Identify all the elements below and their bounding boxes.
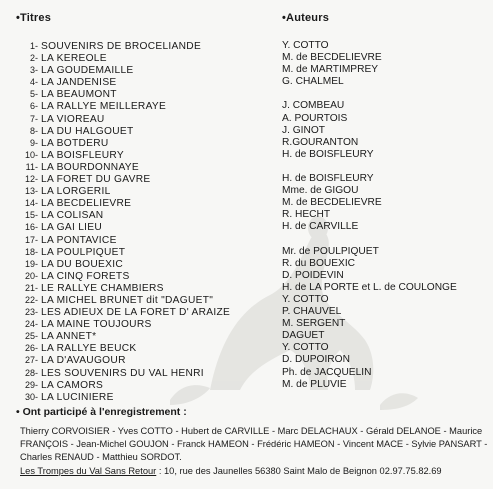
track-number: 16- xyxy=(24,222,38,233)
author-row: Y. COTTO xyxy=(282,40,329,51)
track-title: LA BOURDONNAYE xyxy=(41,161,139,173)
title-row xyxy=(14,173,274,185)
title-row xyxy=(14,100,274,112)
author-row: M. de MARTIMPREY xyxy=(282,64,379,76)
track-title: LA KEREOLE xyxy=(41,53,107,65)
title-row xyxy=(14,52,274,64)
title-row xyxy=(14,125,274,137)
track-number: 13- xyxy=(24,186,38,197)
track-title: SOUVENIRS DE BROCELIANDE xyxy=(41,41,202,52)
title-row xyxy=(14,318,274,330)
author-row: P. CHAUVEL xyxy=(282,306,342,318)
title-row xyxy=(14,379,274,391)
track-title: LA D'AVAUGOUR xyxy=(41,355,126,367)
track-title: LA BOISFLEURY xyxy=(41,149,124,161)
title-row xyxy=(14,258,274,270)
author-row: H. de BOISFLEURY xyxy=(282,148,374,160)
title-row xyxy=(14,161,274,173)
author-row: R. HECHT xyxy=(282,209,331,221)
track-title: LE RALLYE CHAMBIERS xyxy=(41,282,164,294)
title-row xyxy=(14,282,274,294)
track-title: LA BECDELIEVRE xyxy=(41,198,132,210)
track-number: 15- xyxy=(24,210,38,221)
title-row xyxy=(14,306,274,318)
track-number: 5- xyxy=(29,89,38,100)
track-number: 2- xyxy=(29,53,38,64)
track-number: 28- xyxy=(24,367,38,378)
organization-address: : 10, rue des Jaunelles 56380 Saint Malo de Beignon 02.97.75.82.69 xyxy=(156,466,442,476)
author-row: M. de BECDELIEVRE xyxy=(282,197,382,209)
track-number: 27- xyxy=(24,355,38,366)
author-spacer xyxy=(282,234,487,246)
track-number: 7- xyxy=(29,113,38,124)
track-title: LA COLISAN xyxy=(41,210,104,222)
author-row: DAGUET xyxy=(282,330,325,342)
track-number: 24- xyxy=(24,319,38,330)
contact-footer xyxy=(20,466,442,476)
author-spacer xyxy=(282,161,487,173)
track-title: LA BOTDERU xyxy=(41,137,109,149)
track-title: LA BEAUMONT xyxy=(41,89,117,101)
track-number: 1- xyxy=(29,41,38,51)
author-row: A. POURTOIS xyxy=(282,112,348,124)
author-spacer xyxy=(282,88,487,100)
track-number: 26- xyxy=(24,343,38,354)
title-row xyxy=(14,137,274,149)
author-row: M. de BECDELIEVRE xyxy=(282,52,382,64)
title-row xyxy=(14,88,274,100)
author-row: J. COMBEAU xyxy=(282,100,345,112)
track-title: LES ADIEUX DE LA FORET D' ARAIZE xyxy=(41,307,231,319)
track-number: 25- xyxy=(24,331,38,342)
author-row: G. CHALMEL xyxy=(282,76,344,88)
track-number: 22- xyxy=(24,294,38,305)
track-title: LA CINQ FORETS xyxy=(41,270,130,282)
author-row: R.GOURANTON xyxy=(282,136,359,148)
track-title: LES SOUVENIRS DU VAL HENRI xyxy=(41,367,204,379)
track-title: LA PONTAVICE xyxy=(41,234,117,246)
track-number: 29- xyxy=(24,379,38,390)
title-row xyxy=(14,209,274,221)
author-row: Ph. de JACQUELIN xyxy=(282,366,372,378)
participants-heading: • Ont participé à l'enregistrement : xyxy=(16,406,187,418)
author-row: J. GINOT xyxy=(282,124,326,136)
track-title: LA MICHEL BRUNET dit "DAGUET" xyxy=(41,294,214,306)
track-title: LA ANNET* xyxy=(41,331,97,343)
track-number: 12- xyxy=(24,174,38,185)
titles-list xyxy=(14,40,274,403)
author-row: H. de CARVILLE xyxy=(282,221,359,233)
track-title: LA POULPIQUET xyxy=(41,246,126,258)
track-title: LA DU HALGOUET xyxy=(41,125,134,137)
track-title: LA MAINE TOUJOURS xyxy=(41,319,152,331)
track-number: 8- xyxy=(29,125,38,136)
track-number: 9- xyxy=(29,137,38,148)
track-number: 6- xyxy=(29,101,38,112)
author-row: H. de LA PORTE et L. de COULONGE xyxy=(282,281,457,293)
title-row xyxy=(14,197,274,209)
author-row: D. DUPOIRON xyxy=(282,354,350,366)
track-number: 30- xyxy=(24,391,38,402)
title-row xyxy=(14,354,274,366)
track-title: LA GOUDEMAILLE xyxy=(41,65,134,77)
track-title: LA RALLYE BEUCK xyxy=(41,343,137,355)
title-row xyxy=(14,234,274,246)
title-row xyxy=(14,342,274,354)
title-row xyxy=(14,64,274,76)
track-title: LA CAMORS xyxy=(41,379,104,391)
track-number: 4- xyxy=(29,77,38,88)
title-row xyxy=(14,391,274,403)
track-number: 17- xyxy=(24,234,38,245)
track-number: 11- xyxy=(25,161,38,172)
authors-list xyxy=(282,40,487,391)
title-row xyxy=(14,76,274,88)
track-title: LA FORET DU GAVRE xyxy=(41,174,151,186)
title-row xyxy=(14,330,274,342)
track-number: 23- xyxy=(24,307,38,318)
track-number: 14- xyxy=(24,198,38,209)
track-title: LA JANDENISE xyxy=(41,77,117,89)
track-number: 3- xyxy=(29,65,38,76)
track-title: LA RALLYE MEILLERAYE xyxy=(41,101,167,113)
track-title: LA LORGERIL xyxy=(41,186,111,198)
title-row xyxy=(14,221,274,233)
track-title: LA DU BOUEXIC xyxy=(41,258,124,270)
author-row: Mme. de GIGOU xyxy=(282,185,359,197)
author-row: M. SERGENT xyxy=(282,318,346,330)
track-number: 21- xyxy=(24,282,38,293)
organization-name: Les Trompes du Val Sans Retour xyxy=(20,466,157,476)
track-title: LA GAI LIEU xyxy=(41,222,103,234)
author-row: M. de PLUVIE xyxy=(282,378,347,390)
title-row xyxy=(14,40,274,52)
authors-header: •Auteurs xyxy=(282,12,330,24)
titles-header: •Titres xyxy=(16,12,52,24)
track-number: 10- xyxy=(24,149,38,160)
author-row: H. de BOISFLEURY xyxy=(282,173,374,185)
author-row: Y. COTTO xyxy=(282,293,329,305)
track-number: 18- xyxy=(24,246,38,257)
author-row: Y. COTTO xyxy=(282,342,329,354)
title-row xyxy=(14,113,274,125)
author-row: Mr. de POULPIQUET xyxy=(282,245,379,257)
title-row xyxy=(14,294,274,306)
track-title: LA VIOREAU xyxy=(41,113,105,125)
title-row xyxy=(14,367,274,379)
participants-list: Thierry CORVOISIER - Yves COTTO - Hubert de CARVILLE - Marc DELACHAUX - Gérald DELANOE - Maurice FRANÇOIS - Jean-Michel GOUJON - Franck HAMEON - Frédéric HAMEON - Vincent MACE - Sylvie PANSART - Charles RENAUD - Matthieu SORDOT. xyxy=(20,426,488,462)
title-row xyxy=(14,149,274,161)
track-number: 20- xyxy=(24,270,38,281)
title-row xyxy=(14,270,274,282)
author-row: D. POIDEVIN xyxy=(282,269,344,281)
track-number: 19- xyxy=(24,258,38,269)
title-row xyxy=(14,246,274,258)
author-row: R. du BOUEXIC xyxy=(282,257,356,269)
track-title: LA LUCINIERE xyxy=(41,391,114,403)
title-row xyxy=(14,185,274,197)
